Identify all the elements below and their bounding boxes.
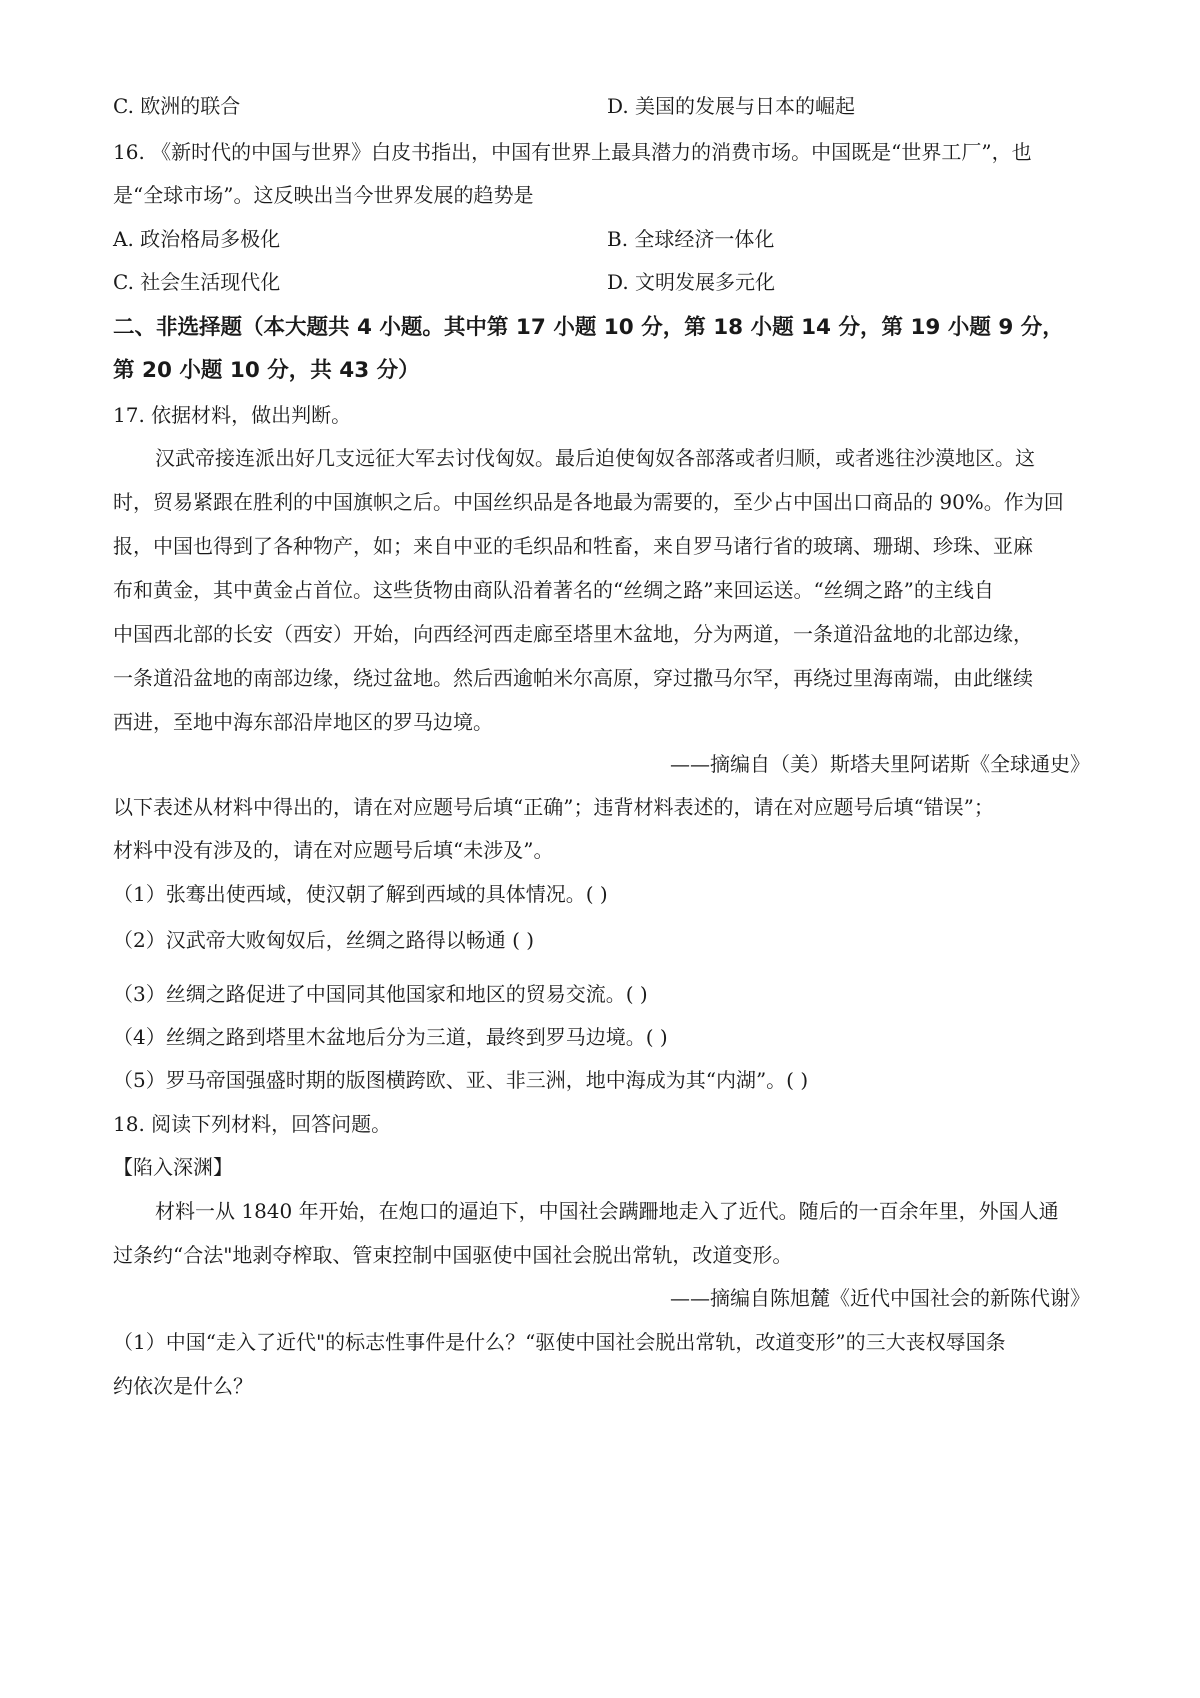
q17-item: （1）张骞出使西域，使汉朝了解到西域的具体情况。( ) xyxy=(113,882,608,906)
q17-item: （3）丝绸之路促进了中国同其他国家和地区的贸易交流。( ) xyxy=(113,982,648,1006)
q17-source: ——摘编自（美）斯塔夫里阿诺斯《全球通史》 xyxy=(670,752,1090,776)
q16-option-c: C. 社会生活现代化 xyxy=(113,270,281,294)
q18-stem: 18. 阅读下列材料，回答问题。 xyxy=(113,1112,392,1136)
q15-option-c: C. 欧洲的联合 xyxy=(113,94,241,118)
q18-material-line2: 过条约“合法"地剥夺榨取、管束控制中国驱使中国社会脱出常轨，改道变形。 xyxy=(113,1243,793,1267)
q16-option-d: D. 文明发展多元化 xyxy=(607,270,776,294)
q17-material-line: 一条道沿盆地的南部边缘，绕过盆地。然后西逾帕米尔高原，穿过撒马尔罕，再绕过里海南端，由此继续 xyxy=(113,666,1033,690)
q16-option-b: B. 全球经济一体化 xyxy=(607,227,775,251)
q16-option-a: A. 政治格局多极化 xyxy=(113,227,281,251)
q18-question-line1: （1）中国“走入了近代"的标志性事件是什么？“驱使中国社会脱出常轨，改道变形”的三大丧权辱国条 xyxy=(113,1330,1006,1354)
q18-question-line2: 约依次是什么？ xyxy=(113,1374,253,1398)
section-heading-line1: 二、非选择题（本大题共 4 小题。其中第 17 小题 10 分，第 18 小题 14 分，第 19 小题 9 分， xyxy=(113,315,1064,340)
q17-stem: 17. 依据材料，做出判断。 xyxy=(113,403,352,427)
q16-stem-line2: 是“全球市场”。这反映出当今世界发展的趋势是 xyxy=(113,183,534,207)
q17-item: （5）罗马帝国强盛时期的版图横跨欧、亚、非三洲，地中海成为其“内湖”。( ) xyxy=(113,1068,809,1092)
q17-material-line: 报，中国也得到了各种物产，如；来自中亚的毛织品和牲畜，来自罗马诸行省的玻璃、珊瑚、珍珠、亚麻 xyxy=(113,534,1033,558)
q18-source: ——摘编自陈旭麓《近代中国社会的新陈代谢》 xyxy=(670,1286,1090,1310)
q17-item: （4）丝绸之路到塔里木盆地后分为三道，最终到罗马边境。( ) xyxy=(113,1025,668,1049)
q17-material-line: 时，贸易紧跟在胜利的中国旗帜之后。中国丝织品是各地最为需要的，至少占中国出口商品的 90%。作为回 xyxy=(113,490,1064,514)
q18-material-line1: 材料一从 1840 年开始，在炮口的逼迫下，中国社会蹒跚地走入了近代。随后的一百余年里，外国人通 xyxy=(155,1199,1059,1223)
q16-stem-line1: 16. 《新时代的中国与世界》白皮书指出，中国有世界上最具潜力的消费市场。中国既是“世界工厂”，也 xyxy=(113,140,1032,164)
q18-subheading: 【陷入深渊】 xyxy=(113,1155,233,1179)
q17-instruction-line1: 以下表述从材料中得出的，请在对应题号后填“正确”；违背材料表述的，请在对应题号后填“错误”； xyxy=(113,795,994,819)
q17-item: （2）汉武帝大败匈奴后，丝绸之路得以畅通 ( ) xyxy=(113,928,535,952)
q17-material-line: 中国西北部的长安（西安）开始，向西经河西走廊至塔里木盆地，分为两道，一条道沿盆地的北部边缘， xyxy=(113,622,1033,646)
q15-option-d: D. 美国的发展与日本的崛起 xyxy=(607,94,856,118)
q17-material-line: 西进，至地中海东部沿岸地区的罗马边境。 xyxy=(113,710,493,734)
q17-material-line: 汉武帝接连派出好几支远征大军去讨伐匈奴。最后迫使匈奴各部落或者归顺，或者逃往沙漠地区。这 xyxy=(155,446,1035,470)
q17-material-line: 布和黄金，其中黄金占首位。这些货物由商队沿着著名的“丝绸之路”来回运送。“丝绸之路”的主线自 xyxy=(113,578,994,602)
q17-instruction-line2: 材料中没有涉及的，请在对应题号后填“未涉及”。 xyxy=(113,838,554,862)
section-heading-line2: 第 20 小题 10 分，共 43 分） xyxy=(113,358,420,383)
